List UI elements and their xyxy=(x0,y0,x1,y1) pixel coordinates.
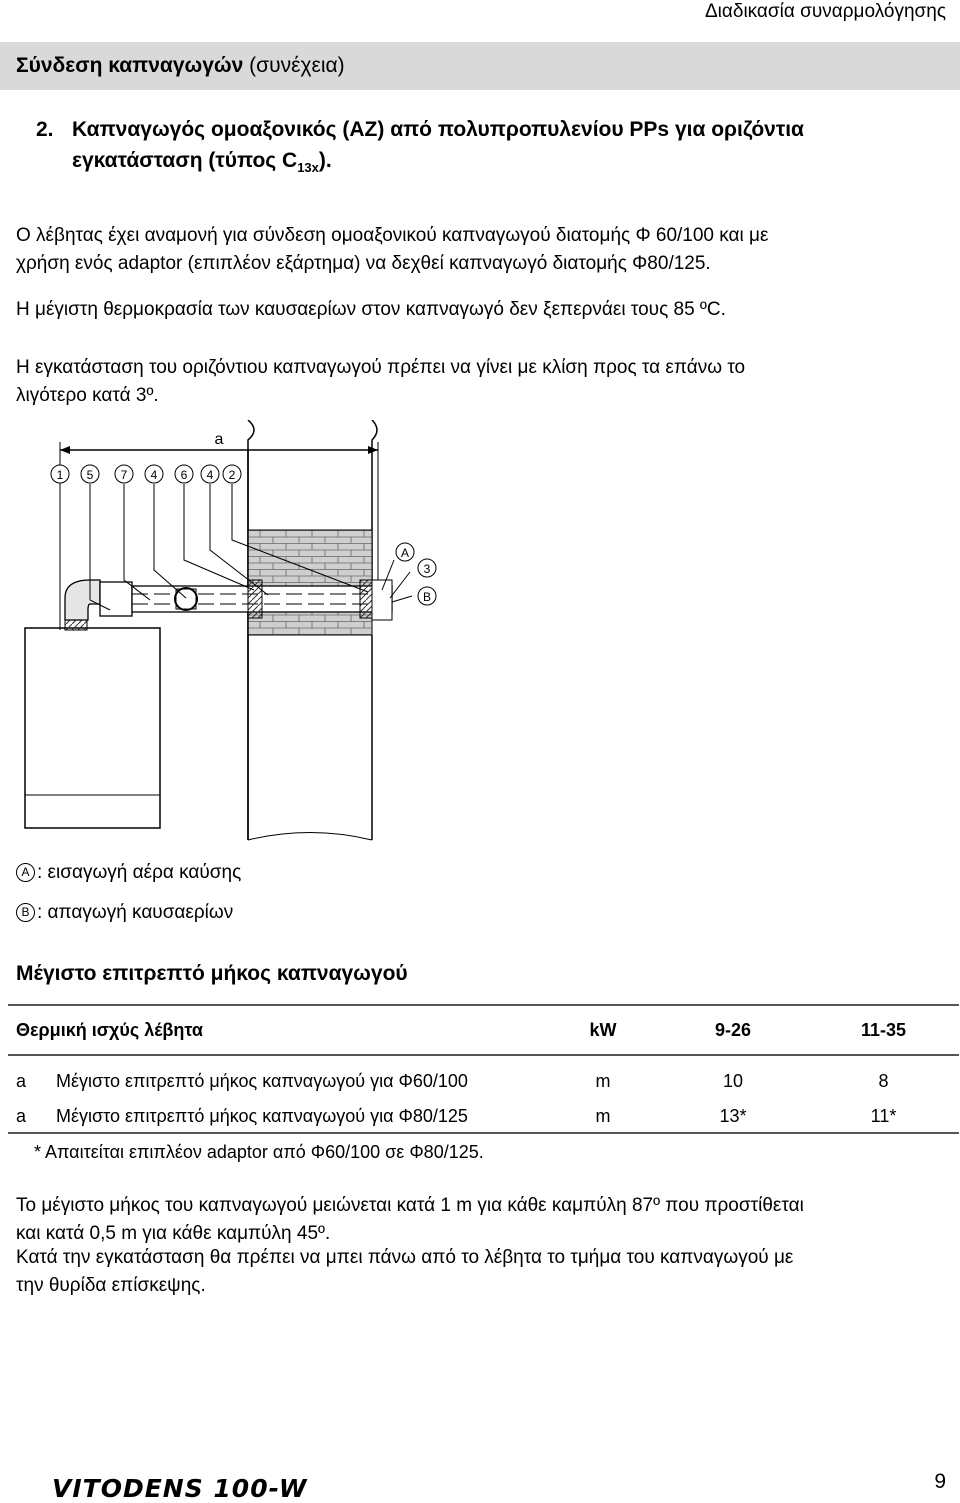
paragraph-1-line1: Ο λέβητας έχει αναμονή για σύνδεση ομοαξονικού καπναγωγού διατομής Φ 60/100 και με xyxy=(16,225,769,246)
paragraph-3-line2: λιγότερο κατά 3º. xyxy=(16,385,159,406)
row-description: Μέγιστο επιτρεπτό μήκος καπναγωγού για Φ80/125 xyxy=(48,1100,548,1133)
svg-text:7: 7 xyxy=(120,468,128,482)
row-value-2: 8 xyxy=(878,1070,889,1091)
callout-3 xyxy=(418,559,436,577)
svg-text:2: 2 xyxy=(228,468,236,482)
legend-item-a xyxy=(16,862,241,884)
subheading-line2-text: εγκατάσταση (τύπος C xyxy=(72,149,298,172)
callout-B xyxy=(418,587,436,605)
note-1-line2: και κατά 0,5 m για κάθε καμπύλη 45º. xyxy=(16,1223,331,1244)
paragraph-3 xyxy=(16,354,946,410)
header-label: Θερμική ισχύς λέβητα xyxy=(8,1005,548,1055)
note-1-line1: Το μέγιστο μήκος του καπναγωγού μειώνεται κατά 1 m για κάθε καμπύλη 87º που προστίθεται xyxy=(16,1195,804,1216)
subheading-line2-end: ). xyxy=(318,149,332,172)
subheading xyxy=(36,114,936,183)
svg-text:4: 4 xyxy=(150,468,158,482)
boiler xyxy=(25,618,160,828)
legend-key-b: B xyxy=(16,903,35,922)
svg-text:A: A xyxy=(400,546,410,560)
section-header: Διαδικασία συναρμολόγησης xyxy=(704,1,946,22)
row-symbol: a xyxy=(16,1070,27,1091)
table-header-row xyxy=(8,1005,959,1055)
header-unit: kW xyxy=(548,1005,658,1055)
header-col2: 11-35 xyxy=(808,1005,959,1055)
row-value-1: 13* xyxy=(658,1100,808,1133)
paragraph-1-line2: χρήση ενός adaptor (επιπλέον εξάρτημα) να δεχθεί καπναγωγό διατομής Φ80/125. xyxy=(16,253,711,274)
paragraph-2: Η μέγιστη θερμοκρασία των καυσαερίων στον καπναγωγό δεν ξεπερνάει τους 85 ºC. xyxy=(16,299,726,320)
paragraph-3-line1: Η εγκατάσταση του οριζόντιου καπναγωγού πρέπει να γίνει με κλίση προς τα επάνω το xyxy=(16,357,746,378)
dimension-label: a xyxy=(214,431,224,448)
svg-text:4: 4 xyxy=(206,468,214,482)
legend-item-b xyxy=(16,902,233,924)
svg-text:3: 3 xyxy=(423,562,431,576)
row-unit: m xyxy=(548,1100,658,1133)
table-title: Μέγιστο επιτρεπτό μήκος καπναγωγού xyxy=(16,962,408,985)
note-2-line2: την θυρίδα επίσκεψης. xyxy=(16,1275,206,1296)
svg-text:B: B xyxy=(422,590,432,604)
subheading-number: 2. xyxy=(36,118,54,141)
paragraph-1 xyxy=(16,222,946,278)
note-2-line1: Κατά την εγκατάσταση θα πρέπει να μπει πάνω από το λέβητα το τμήμα του καπναγωγού με xyxy=(16,1247,794,1268)
brand-logo: VITODENS 100-W xyxy=(52,1474,308,1503)
section-title xyxy=(16,54,345,78)
row-description: Μέγιστο επιτρεπτό μήκος καπναγωγού για Φ60/100 xyxy=(56,1070,468,1091)
legend-text-b: : απαγωγή καυσαερίων xyxy=(37,902,234,923)
flue-length-table xyxy=(8,1004,959,1134)
legend-text-a: : εισαγωγή αέρα καύσης xyxy=(37,862,242,883)
subheading-line1: Καπναγωγός ομοαξονικός (ΑΖ) από πολυπροπυλενίου PPs για οριζόντια xyxy=(72,118,804,141)
callout-4a xyxy=(145,465,163,483)
section-title-suffix: (συνέχεια) xyxy=(243,54,345,77)
legend-key-a: A xyxy=(16,863,35,882)
callout-2 xyxy=(223,465,241,483)
svg-text:6: 6 xyxy=(180,468,188,482)
callout-4b xyxy=(201,465,219,483)
table-row xyxy=(8,1100,959,1133)
row-symbol: a xyxy=(8,1100,48,1133)
row-value-1: 10 xyxy=(722,1070,744,1091)
callout-5 xyxy=(81,465,99,483)
note-2 xyxy=(16,1244,946,1300)
header-col1: 9-26 xyxy=(658,1005,808,1055)
table-row xyxy=(8,1055,959,1100)
svg-text:1: 1 xyxy=(56,468,64,482)
note-1 xyxy=(16,1192,946,1248)
section-title-main: Σύνδεση καπναγωγών xyxy=(16,54,244,77)
row-unit: m xyxy=(595,1070,611,1091)
callout-7 xyxy=(115,465,133,483)
flue-installation-diagram xyxy=(0,420,960,850)
callout-A xyxy=(396,543,414,561)
table-footnote: * Απαιτείται επιπλέον adaptor από Φ60/100 σε Φ80/125. xyxy=(34,1142,484,1162)
page-number: 9 xyxy=(934,1470,946,1493)
svg-text:5: 5 xyxy=(86,468,94,482)
callout-6 xyxy=(175,465,193,483)
callout-1 xyxy=(51,465,69,483)
row-value-2: 11* xyxy=(808,1100,959,1133)
subheading-subscript: 13x xyxy=(297,160,319,176)
subheading-line2 xyxy=(36,145,936,183)
wall xyxy=(248,420,377,840)
